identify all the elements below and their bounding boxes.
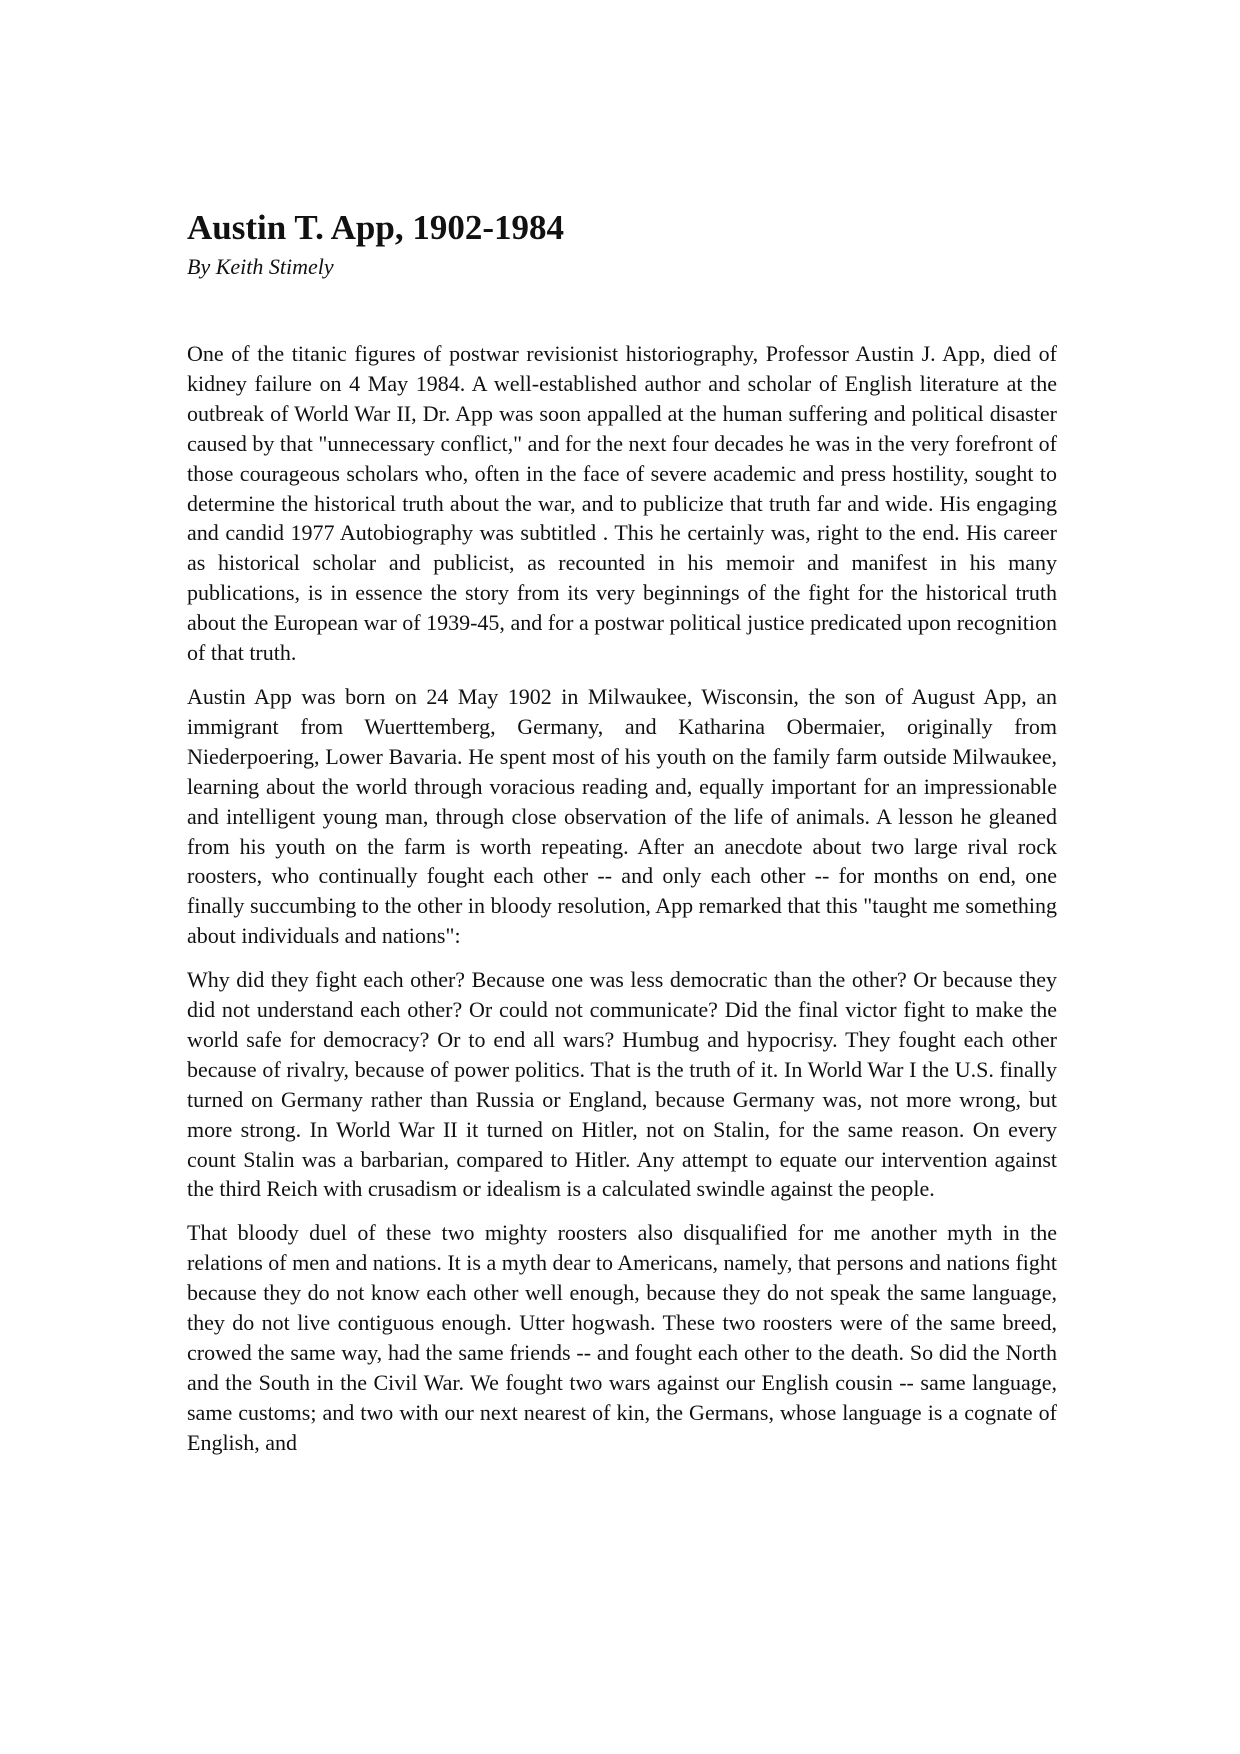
article-byline: By Keith Stimely <box>187 254 334 279</box>
paragraph: Why did they fight each other? Because one was less democratic than the other? Or because they did not understand each other? Or could not communicate? Did the final victor fight to make the world safe for democracy? Or to end all wars? Humbug and hypocrisy. They fought each other because of rivalry, because of power politics. That is the truth of it. In World War I the U.S. finally turned on Germany rather than Russia or England, because Germany was, not more wrong, but more strong. In World War II it turned on Hitler, not on Stalin, for the same reason. On every count Stalin was a barbarian, compared to Hitler. Any attempt to equate our intervention against the third Reich with crusadism or idealism is a calculated swindle against the people. <box>187 967 1057 1202</box>
document-page <box>187 208 1057 1472</box>
paragraph: Austin App was born on 24 May 1902 in Milwaukee, Wisconsin, the son of August App, an immigrant from Wuerttemberg, Germany, and Katharina Obermaier, originally from Niederpoering, Lower Bavaria. He spent most of his youth on the family farm outside Milwaukee, learning about the world through voracious reading and, equally important for an impressionable and intelligent young man, through close observation of the life of animals. A lesson he gleaned from his youth on the farm is worth repeating. After an anecdote about two large rival rock roosters, who continually fought each other -- and only each other -- for months on end, one finally succumbing to the other in bloody resolution, App remarked that this "taught me something about individuals and nations": <box>187 683 1057 949</box>
article-body <box>187 339 1057 1458</box>
paragraph: One of the titanic figures of postwar revisionist historiography, Professor Austin J. App, died of kidney failure on 4 May 1984. A well-established author and scholar of English literature at the outbreak of World War II, Dr. App was soon appalled at the human suffering and political disaster caused by that "unnecessary conflict," and for the next four decades he was in the very forefront of those courageous scholars who, often in the face of severe academic and press hostility, sought to determine the historical truth about the war, and to publicize that truth far and wide. His engaging and candid 1977 Autobiography was subtitled . This he certainly was, right to the end. His career as historical scholar and publicist, as recounted in his memoir and manifest in his many publications, is in essence the story from its very beginnings of the fight for the historical truth about the European war of 1939-45, and for a postwar political justice predicated upon recognition of that truth. <box>187 341 1057 666</box>
article-title: Austin T. App, 1902-1984 <box>187 208 565 247</box>
paragraph: That bloody duel of these two mighty roosters also disqualified for me another myth in the relations of men and nations. It is a myth dear to Americans, namely, that persons and nations fight because they do not know each other well enough, because they do not speak the same language, they do not live contiguous enough. Utter hogwash. These two roosters were of the same breed, crowed the same way, had the same friends -- and fought each other to the death. So did the North and the South in the Civil War. We fought two wars against our English cousin -- same language, same customs; and two with our next nearest of kin, the Germans, whose language is a cognate of English, and <box>187 1220 1057 1455</box>
